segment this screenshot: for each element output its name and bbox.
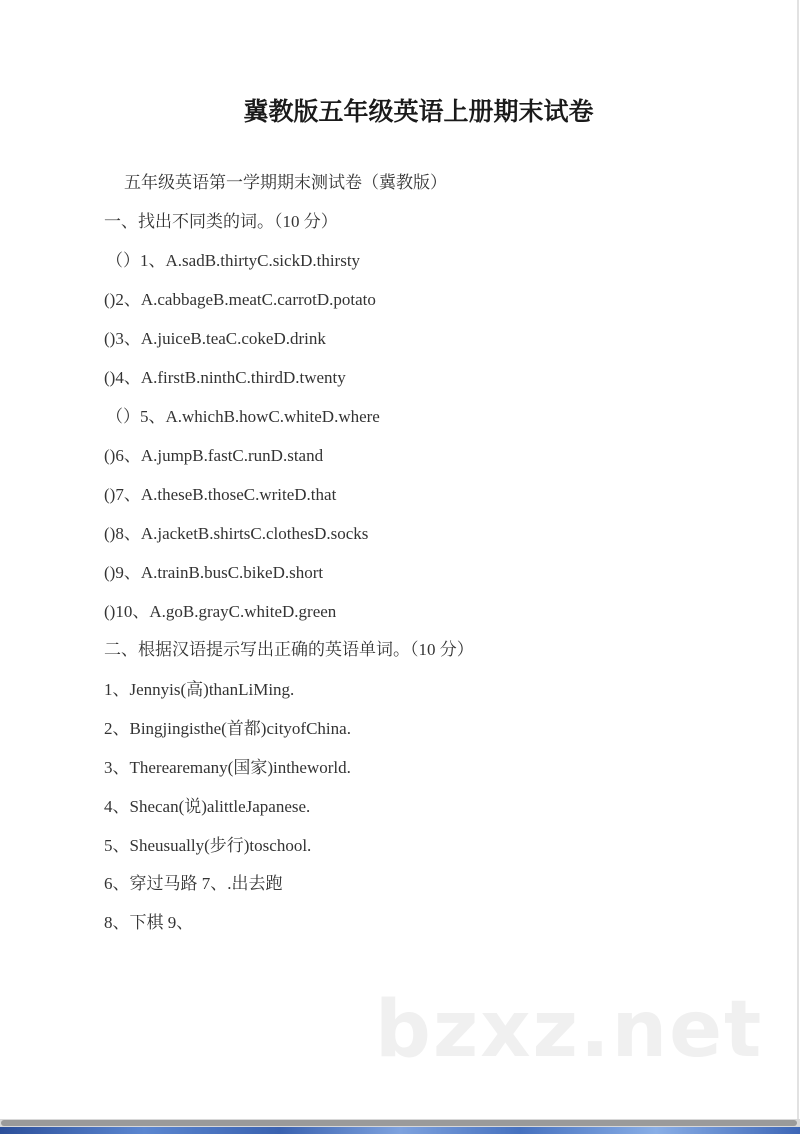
desktop-background-strip xyxy=(0,1127,800,1134)
question-item: 4、Shecan(说)alittleJapanese. xyxy=(104,797,311,816)
question-item: （）1、A.sadB.thirtyC.sickD.thirsty xyxy=(106,251,361,270)
watermark: bzxz.net xyxy=(375,985,764,1075)
question-item: ()9、A.trainB.busC.bikeD.short xyxy=(104,563,324,582)
question-item: 1、Jennyis(高)thanLiMing. xyxy=(104,680,295,699)
question-item: ()3、A.juiceB.teaC.cokeD.drink xyxy=(104,329,326,348)
document-title: 冀教版五年级英语上册期末试卷 xyxy=(243,97,594,126)
section1-heading: 一、找出不同类的词。（10 分） xyxy=(104,212,338,231)
document-subtitle: 五年级英语第一学期期末测试卷（冀教版） xyxy=(124,173,447,192)
question-item: ()6、A.jumpB.fastC.runD.stand xyxy=(104,446,324,465)
question-item: ()8、A.jacketB.shirtsC.clothesD.socks xyxy=(104,524,369,543)
question-item: 8、下棋 9、 xyxy=(104,913,194,932)
question-item: ()7、A.theseB.thoseC.writeD.that xyxy=(104,485,337,504)
section2-heading: 二、根据汉语提示写出正确的英语单词。（10 分） xyxy=(104,640,474,659)
question-item: 5、Sheusually(步行)toschool. xyxy=(104,836,312,855)
page-right-border xyxy=(797,0,799,1120)
question-item: ()10、A.goB.grayC.whiteD.green xyxy=(104,602,337,621)
question-item: 6、穿过马路 7、.出去跑 xyxy=(104,874,283,893)
question-item: （）5、A.whichB.howC.whiteD.where xyxy=(106,407,380,426)
question-item: 3、Therearemany(国家)intheworld. xyxy=(104,758,351,777)
horizontal-scrollbar-thumb[interactable] xyxy=(1,1120,797,1126)
question-item: ()2、A.cabbageB.meatC.carrotD.potato xyxy=(104,290,376,309)
question-item: 2、Bingjingisthe(首都)cityofChina. xyxy=(104,719,351,738)
question-item: ()4、A.firstB.ninthC.thirdD.twenty xyxy=(104,368,346,387)
